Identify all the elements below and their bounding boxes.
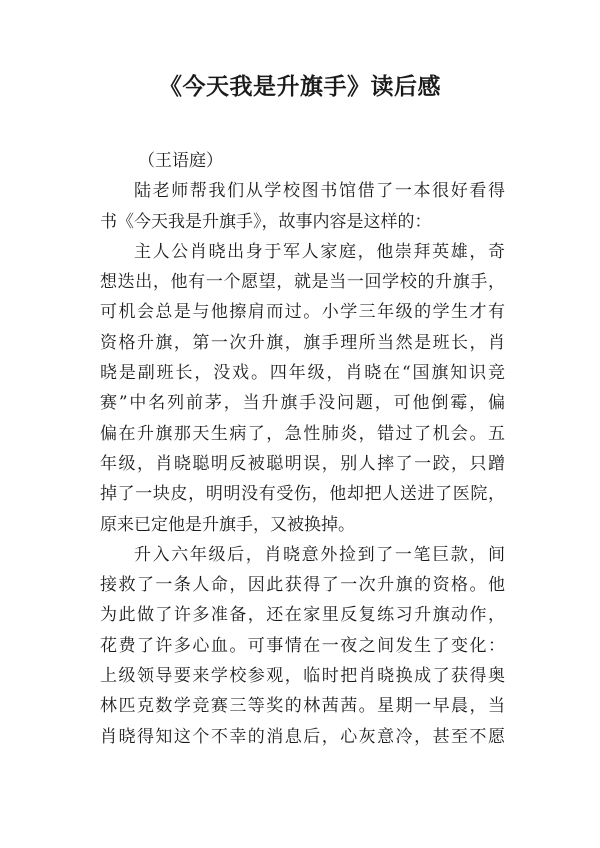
text-line: 原来已定他是升旗手，又被换掉。 [100,514,355,535]
text-line: 肖晓得知这个不幸的消息后，心灰意冷，甚至不愿 [100,726,505,747]
text-line: 掉了一块皮，明明没有受伤，他却把人送进了医院， [100,484,505,505]
text-line: 年级，肖晓聪明反被聪明误，别人摔了一跤，只蹭 [100,453,505,474]
text-line: 偏在升旗那天生病了，急性肺炎，错过了机会。五 [100,423,505,444]
document-title: 《今天我是升旗手》读后感 [159,74,441,100]
author-line: （王语庭） [138,151,223,171]
text-line: 资格升旗，第一次升旗，旗手理所当然是班长，肖 [100,332,505,353]
document-body [100,146,505,752]
text-line: 升入六年级后，肖晓意外捡到了一笔巨款，间 [134,544,505,565]
text-line: 书《今天我是升旗手》，故事内容是这样的： [100,211,432,232]
text-line: 赛”中名列前茅，当升旗手没问题，可他倒霉，偏 [100,393,505,414]
text-line: 可机会总是与他擦肩而过。小学三年级的学生才有 [100,302,505,323]
text-line: 上级领导要来学校参观，临时把肖晓换成了获得奥 [100,666,505,687]
text-line: 林匹克数学竞赛三等奖的林茜茜。星期一早晨，当 [100,696,505,717]
text-line: 主人公肖晓出身于军人家庭，他崇拜英雄，奇 [134,241,505,262]
text-line: 想迭出，他有一个愿望，就是当一回学校的升旗手， [100,272,505,293]
text-line: 为此做了许多准备，还在家里反复练习升旗动作， [100,605,505,626]
text-line: 晓是副班长，没戏。四年级，肖晓在“国旗知识竞 [100,363,505,384]
text-line: 接救了一条人命，因此获得了一次升旗的资格。他 [100,575,505,596]
text-line: 陆老师帮我们从学校图书馆借了一本很好看得 [134,181,505,202]
text-line: 花费了许多心血。可事情在一夜之间发生了变化： [100,635,505,656]
